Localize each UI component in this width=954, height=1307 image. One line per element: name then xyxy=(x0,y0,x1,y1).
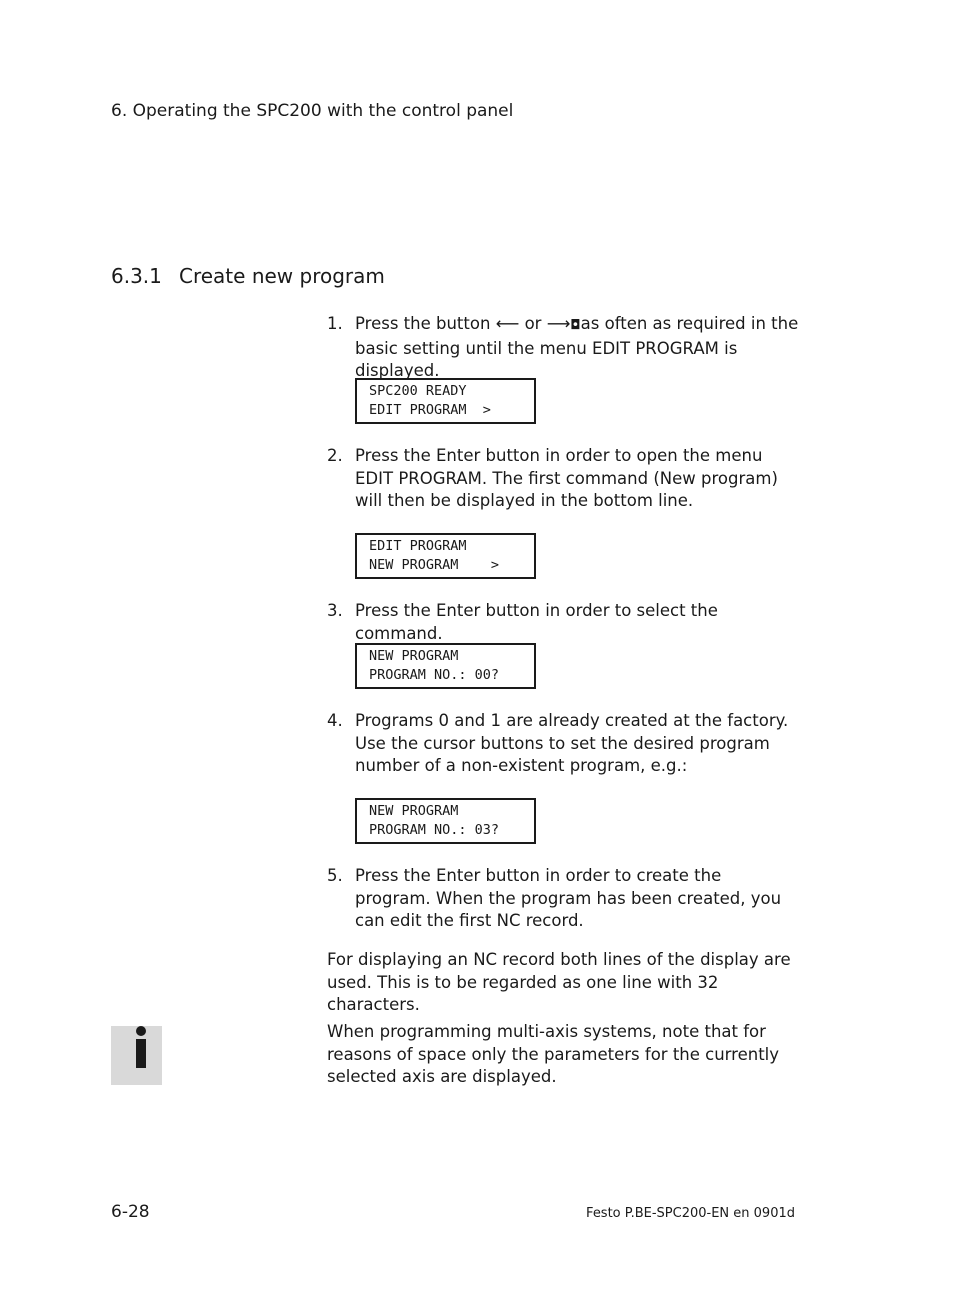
lcd-display-1 xyxy=(355,378,536,424)
running-header: 6. Operating the SPC200 with the control panel xyxy=(111,101,514,121)
lcd-line-2: PROGRAM NO.: 03? xyxy=(369,822,500,838)
lcd-line-2: PROGRAM NO.: 00? xyxy=(369,667,500,683)
step-2 xyxy=(327,445,802,513)
enter-square-icon: ◘ xyxy=(570,318,581,333)
section-heading xyxy=(111,264,385,288)
info-note: When programming multi-axis systems, note that for reasons of space only the parameters for the currently selected axis are displayed. xyxy=(327,1022,780,1086)
step-number: 3. xyxy=(327,601,343,620)
lcd-line-1: NEW PROGRAM xyxy=(369,803,459,819)
step-1 xyxy=(327,313,802,383)
info-glyph-icon xyxy=(111,1026,162,1085)
step-number: 4. xyxy=(327,711,343,730)
step-text: Press the button ⟵ or ⟶◘as often as required in the basic setting until the menu EDIT PROGRAM is displayed. xyxy=(355,314,799,380)
info-icon xyxy=(111,1026,162,1085)
arrow-right-icon: ⟶ xyxy=(546,314,571,333)
section-title: Create new program xyxy=(179,264,385,288)
step-number: 5. xyxy=(327,866,343,885)
lcd-line-1: SPC200 READY xyxy=(369,383,467,399)
document-reference: Festo P.BE-SPC200-EN en 0901d xyxy=(586,1206,795,1221)
page-number: 6-28 xyxy=(111,1202,150,1222)
step-4 xyxy=(327,710,802,778)
step-3 xyxy=(327,600,802,645)
lcd-display-3 xyxy=(355,643,536,689)
step-text: Press the Enter button in order to create the program. When the program has been created, you can edit the first NC record. xyxy=(355,866,782,930)
lcd-display-4 xyxy=(355,798,536,844)
body-paragraph: For displaying an NC record both lines of the display are used. This is to be regarded as one line with 32 characters. xyxy=(327,950,791,1014)
arrow-left-icon: ⟵ xyxy=(495,314,520,333)
step-number: 2. xyxy=(327,446,343,465)
step-text: Programs 0 and 1 are already created at the factory. Use the cursor buttons to set the desired program number of a non-existent program, e.g.: xyxy=(355,711,789,775)
step-text: Press the Enter button in order to select the command. xyxy=(355,601,718,643)
lcd-line-2: EDIT PROGRAM > xyxy=(369,402,491,418)
section-number: 6.3.1 xyxy=(111,264,162,288)
lcd-display-2 xyxy=(355,533,536,579)
step-text: Press the Enter button in order to open the menu EDIT PROGRAM. The first command (New program) will then be displayed in the bottom line. xyxy=(355,446,778,510)
step-5 xyxy=(327,865,802,933)
step-number: 1. xyxy=(327,314,343,333)
lcd-line-1: EDIT PROGRAM xyxy=(369,538,467,554)
lcd-line-1: NEW PROGRAM xyxy=(369,648,459,664)
lcd-line-2: NEW PROGRAM > xyxy=(369,557,500,573)
